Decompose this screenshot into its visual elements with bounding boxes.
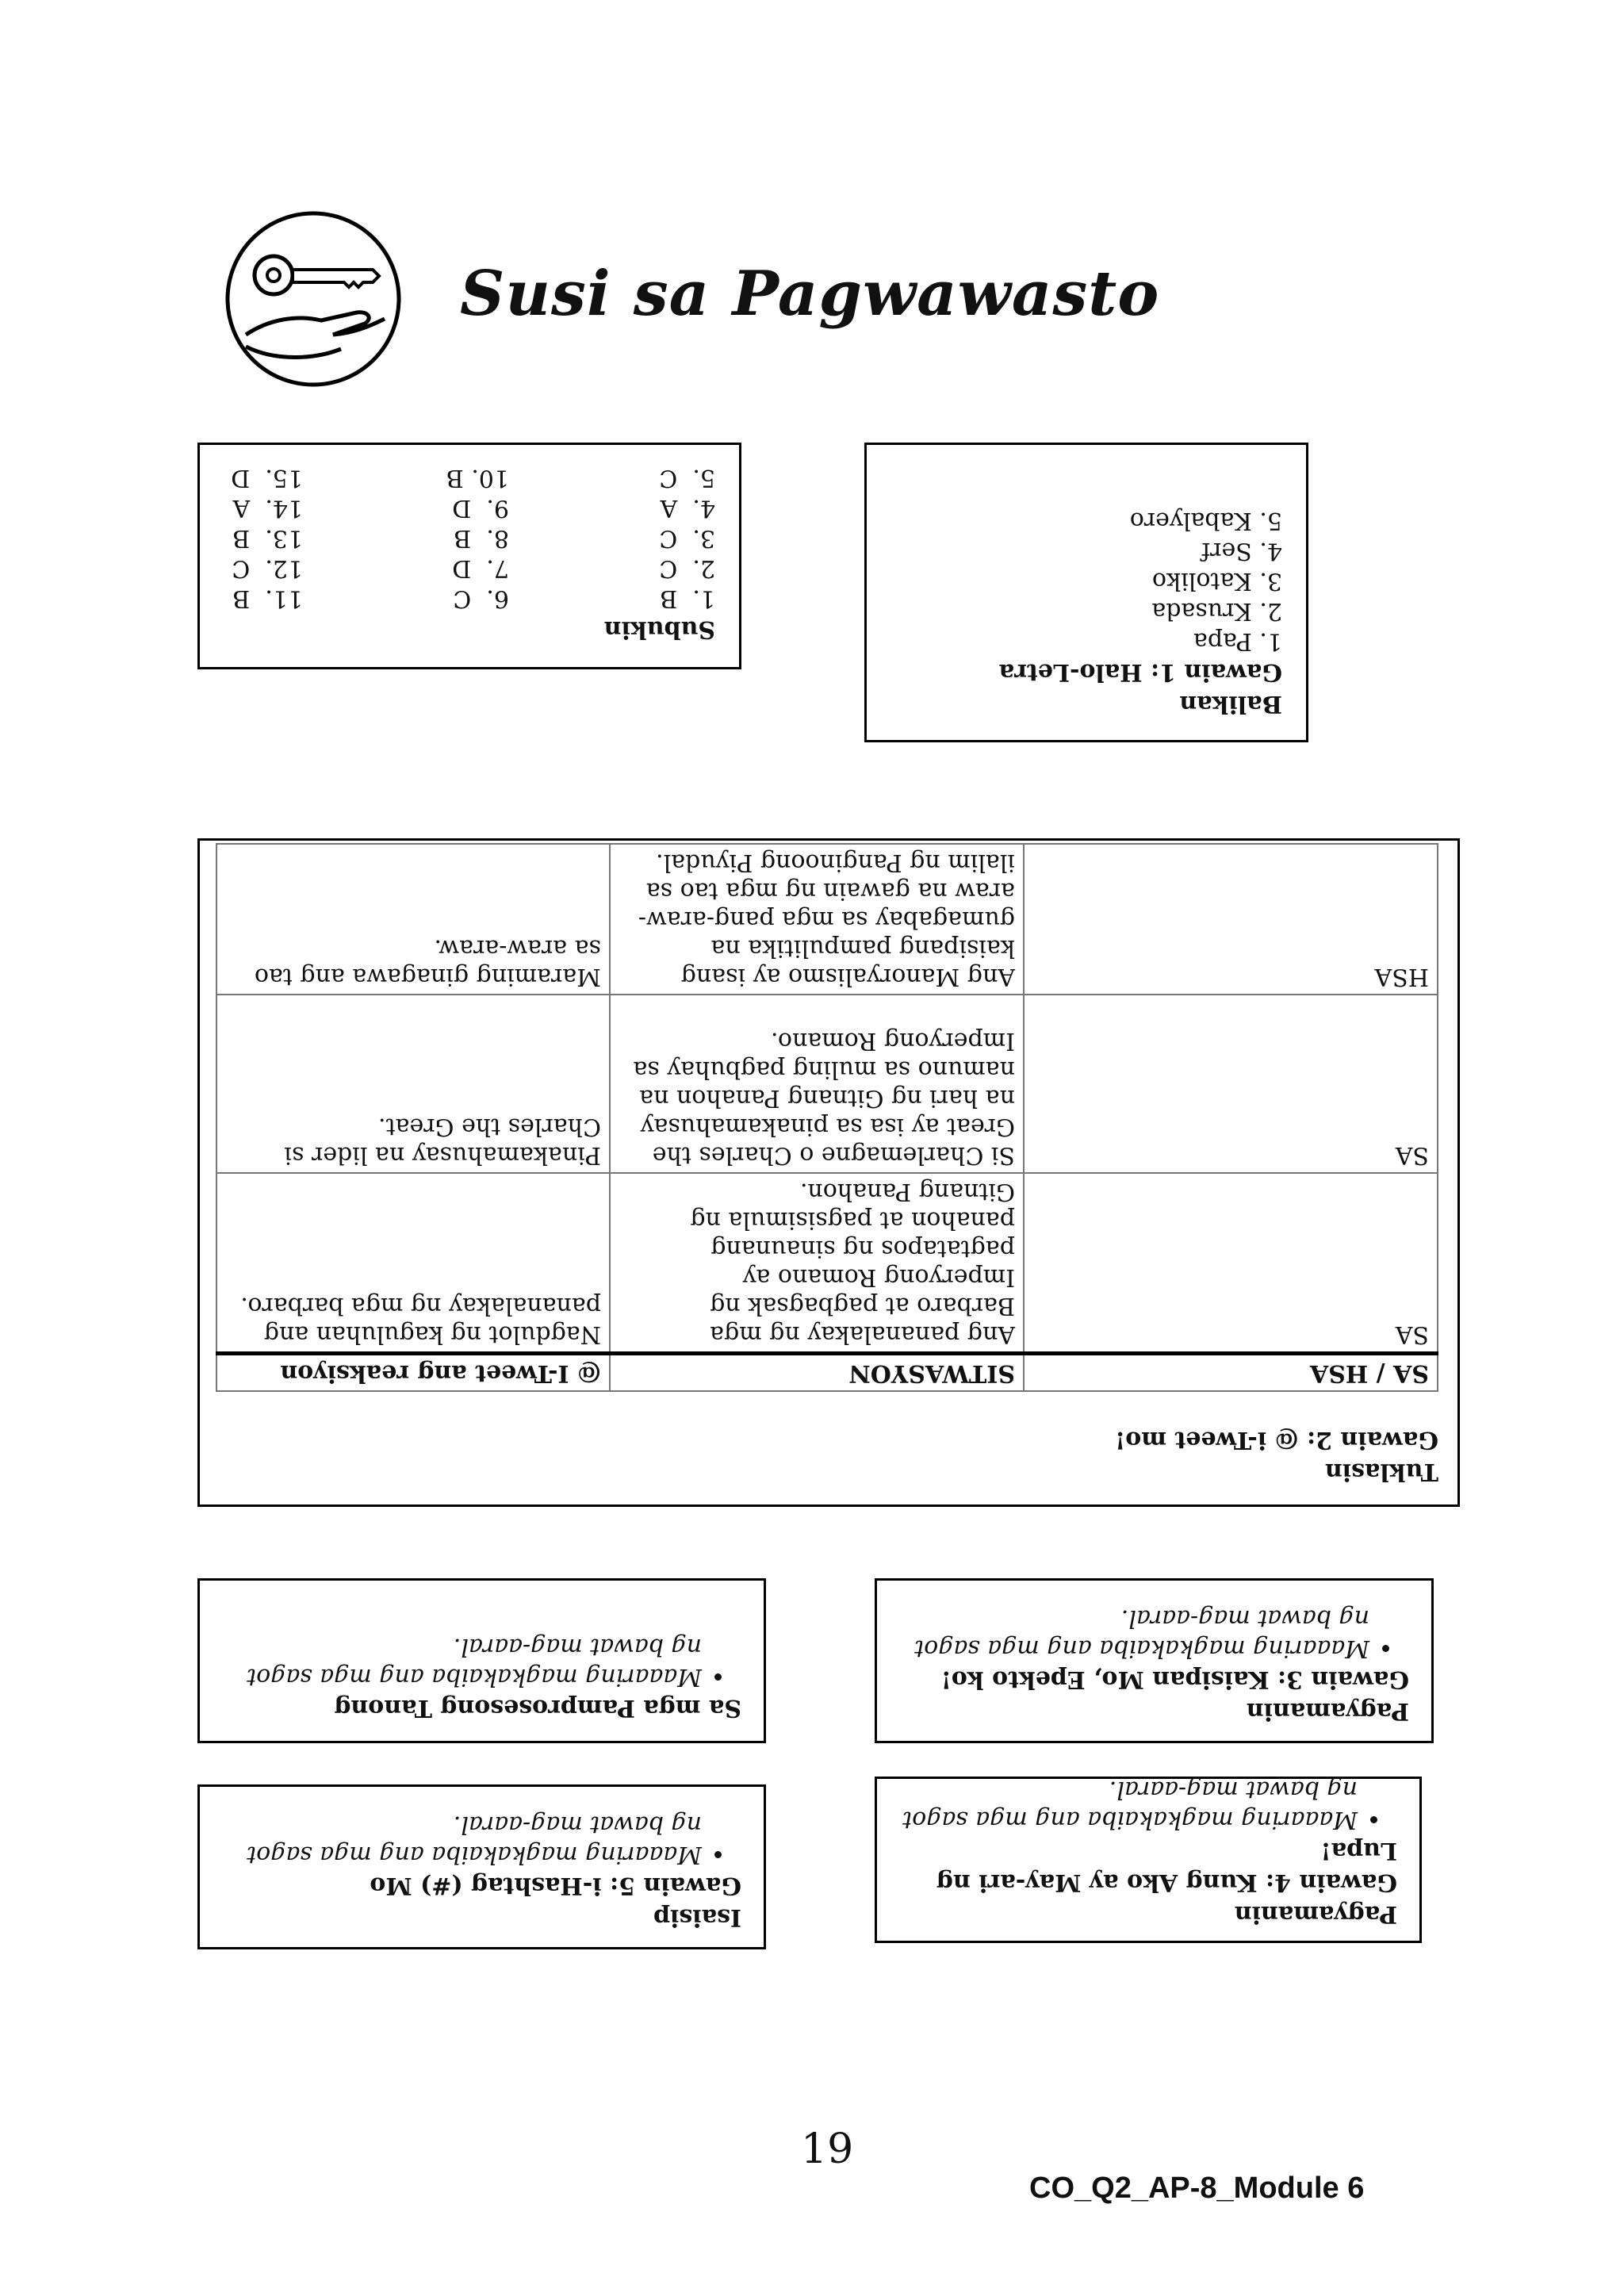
cell-tweet: Maraming ginagawa ang tao sa araw-araw. — [216, 844, 610, 995]
isaisip-activity: Gawain 5: i-Hashtag (#) Mo — [370, 1872, 741, 1899]
subukin-heading: Subukin — [603, 615, 715, 643]
balikan-answer-1: 1. Papa — [1193, 627, 1282, 655]
pagyamanin-4-heading: Pagyamanin — [1234, 1900, 1397, 1928]
balikan-answer-5: 5. Kabalyero — [1129, 507, 1282, 535]
pagyamanin-4-note: • Maaaring magkakaiba ang mga sagot ng bawat mag-aaral. — [899, 1774, 1358, 1834]
table-row — [216, 844, 1438, 995]
pagyamanin-4-box — [875, 1777, 1422, 1943]
pagyamanin-4-activity: Gawain 4: Kung Ako ay May-ari ng Lupa! — [936, 1837, 1397, 1896]
tweet-table — [216, 843, 1438, 1392]
column-header-sa-hsa: SA / HSA — [1024, 1354, 1438, 1392]
pagyamanin-3-list — [899, 1603, 1409, 1663]
subukin-answer-box — [197, 443, 741, 669]
cell-sa: SA — [1024, 995, 1438, 1173]
answer-9: 9. D — [452, 494, 509, 522]
column-header-tweet: @ I-Tweet ang reaksiyon — [216, 1354, 610, 1392]
pamprosesong-heading: Sa mga Pamprosesong Tanong — [334, 1694, 741, 1722]
balikan-answer-2: 2. Krusada — [1151, 597, 1282, 625]
isaisip-note: • Maaaring magkakaiba ang mga sagot ng bawat mag-aaral. — [222, 1809, 702, 1869]
tuklasin-box — [197, 838, 1460, 1507]
answer-8: 8. B — [454, 524, 509, 552]
column-header-sitwasyon: SITWASYON — [610, 1354, 1024, 1392]
cell-sa: HSA — [1024, 844, 1438, 995]
answer-4: 4. A — [660, 494, 715, 522]
pagyamanin-3-heading: Pagyamanin — [1246, 1697, 1409, 1725]
pagyamanin-3-activity: Gawain 3: Kaisipan Mo, Epekto ko! — [940, 1665, 1409, 1693]
answer-12: 12. C — [232, 554, 303, 582]
isaisip-list — [222, 1809, 741, 1869]
answer-11: 11. B — [232, 585, 303, 612]
answer-10: 10. B — [446, 464, 509, 492]
module-code: CO_Q2_AP-8_Module 6 — [1029, 2171, 1365, 2205]
isaisip-heading: Isaisip — [653, 1903, 741, 1931]
balikan-activity: Gawain 1: Halo-Letra — [998, 658, 1282, 686]
pamprosesong-list — [222, 1631, 741, 1692]
cell-sitwasyon: Si Charlemagne o Charles the Great ay isa sa pinakamahusay na hari ng Gitnang Panahon na namuno sa muling pagbuhay sa Imperyong Romano. — [610, 995, 1024, 1173]
pagyamanin-3-box — [875, 1578, 1434, 1743]
pamprosesong-box — [197, 1578, 766, 1743]
answer-1: 1. B — [660, 585, 715, 612]
table-row — [216, 1173, 1438, 1354]
answer-14: 14. A — [232, 494, 303, 522]
balikan-answer-3: 3. Katoliko — [1151, 567, 1282, 595]
page-title: Susi sa Pagwawasto — [460, 258, 1160, 330]
tuklasin-heading: Tuklasin — [1324, 1458, 1438, 1485]
isaisip-box — [197, 1784, 766, 1949]
answer-15: 15. D — [231, 464, 303, 492]
cell-tweet: Pinakamahusay na lider si Charles the Great. — [216, 995, 610, 1173]
answer-2: 2. C — [659, 554, 715, 582]
balikan-heading: Balikan — [1179, 690, 1282, 718]
page-number: 19 — [801, 2125, 854, 2173]
answer-7: 7. D — [452, 554, 509, 582]
answer-13: 13. B — [232, 524, 303, 552]
cell-sitwasyon: Ang Manoryalismo ay isang kaisipang pampulitika na gumagabay sa mga pang-araw-araw na gawain ng mga tao sa ilalim ng Panginoong Piyudal. — [610, 844, 1024, 995]
tuklasin-activity: Gawain 2: @ i-Tweet mo! — [1115, 1426, 1438, 1454]
answer-3: 3. C — [659, 524, 715, 552]
answer-5: 5. C — [659, 464, 715, 492]
cell-sa: SA — [1024, 1173, 1438, 1354]
balikan-answer-4: 4. Serf — [1201, 537, 1282, 565]
cell-tweet: Nagdulot ng kaguluhan ang pananalakay ng mga barbaro. — [216, 1173, 610, 1354]
balikan-answer-box — [864, 443, 1308, 742]
pagyamanin-4-list — [899, 1774, 1397, 1834]
hand-holding-key-icon — [222, 208, 404, 390]
subukin-answers — [224, 462, 715, 613]
pamprosesong-note: • Maaaring magkakaiba ang mga sagot ng bawat mag-aaral. — [222, 1631, 702, 1692]
cell-sitwasyon: Ang pananalakay ng mga Barbaro at pagbagsak ng Imperyong Romano ay pagtatapos ng sinaunang panahon at pagsisimula ng Gitnang Panahon. — [610, 1173, 1024, 1354]
pagyamanin-3-note: • Maaaring magkakaiba ang mga sagot ng bawat mag-aaral. — [899, 1603, 1369, 1663]
table-row — [216, 995, 1438, 1173]
answer-6: 6. C — [453, 585, 509, 612]
